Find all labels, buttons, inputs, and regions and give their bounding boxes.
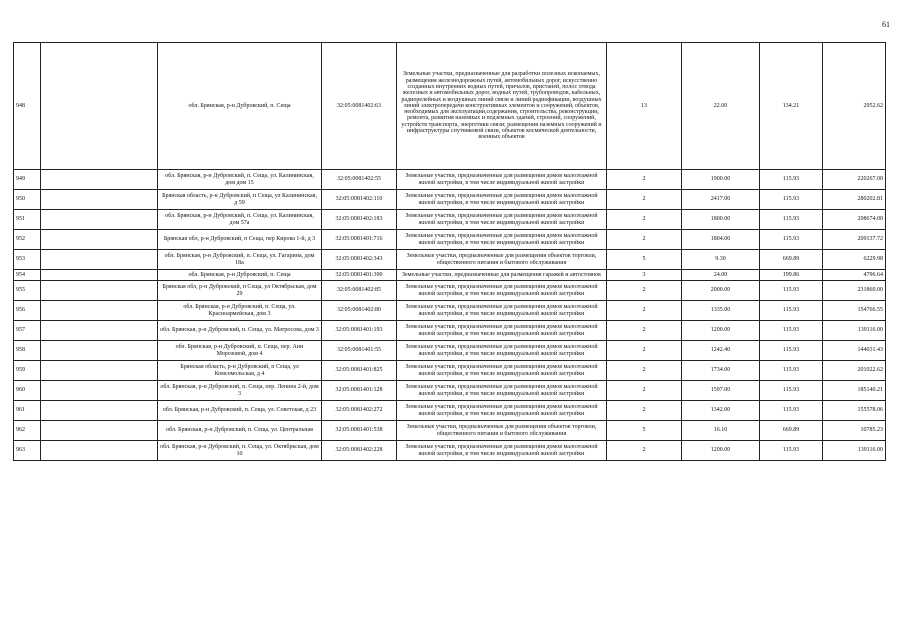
use-group-code-cell: 2 bbox=[607, 381, 682, 401]
cadastral-number-cell: 32:05:0081402:110 bbox=[322, 190, 397, 210]
unit-value-cell: 115.93 bbox=[760, 401, 823, 421]
cadastral-number-cell: 32:05:0081401:825 bbox=[322, 361, 397, 381]
address-cell: обл. Брянская, р-н Дубровский, п. Сеща bbox=[158, 270, 322, 281]
cadastral-number-cell: 32:05:0081401:55 bbox=[322, 341, 397, 361]
address-cell: обл. Брянская, р-н Дубровский, п. Сеща, ул. Центральная bbox=[158, 421, 322, 441]
use-group-code-cell: 2 bbox=[607, 361, 682, 381]
table-row bbox=[14, 210, 886, 230]
area-cell: 1734.00 bbox=[682, 361, 760, 381]
use-group-code-cell: 2 bbox=[607, 170, 682, 190]
land-use-cell: Земельные участки, предназначенные для размещения домов малоэтажной жилой застройки, в том числе индивидуальной жилой застройки bbox=[397, 170, 607, 190]
table-row bbox=[14, 230, 886, 250]
row-number: 948 bbox=[14, 43, 41, 170]
cadastral-number-cell: 32:05:0081401:193 bbox=[322, 321, 397, 341]
land-use-cell: Земельные участки, предназначенные для размещения домов малоэтажной жилой застройки, в том числе индивидуальной жилой застройки bbox=[397, 230, 607, 250]
address-cell: Брянская область, р-н Дубровский, п Сеща, ул Калининская, д 59 bbox=[158, 190, 322, 210]
use-group-code-cell: 3 bbox=[607, 270, 682, 281]
area-cell: 1200.00 bbox=[682, 321, 760, 341]
unit-value-cell: 134.21 bbox=[760, 43, 823, 170]
cadastral-number-cell: 32:05:0081402:55 bbox=[322, 170, 397, 190]
table-row bbox=[14, 301, 886, 321]
table-row bbox=[14, 43, 886, 170]
cadastral-value-cell: 220267.00 bbox=[823, 170, 886, 190]
cadastral-value-cell: 4796.64 bbox=[823, 270, 886, 281]
table-body bbox=[14, 43, 886, 461]
land-use-cell: Земельные участки, предназначенные для размещения домов малоэтажной жилой застройки, в том числе индивидуальной жилой застройки bbox=[397, 441, 607, 461]
row-number: 959 bbox=[14, 361, 41, 381]
use-group-code-cell: 2 bbox=[607, 321, 682, 341]
row-number: 962 bbox=[14, 421, 41, 441]
land-use-cell: Земельные участки, предназначенные для размещения объектов торговли, общественного питания и бытового обслуживания bbox=[397, 421, 607, 441]
area-cell: 2417.00 bbox=[682, 190, 760, 210]
address-cell: обл. Брянская, р-н Дубровский, п. Сеща, ул. Калининская, дом 57а bbox=[158, 210, 322, 230]
land-use-cell: Земельные участки, предназначенные для размещения домов малоэтажной жилой застройки, в том числе индивидуальной жилой застройки bbox=[397, 210, 607, 230]
cadastral-value-cell: 201022.62 bbox=[823, 361, 886, 381]
land-use-cell: Земельные участки, предназначенные для размещения гаражей и автостоянок bbox=[397, 270, 607, 281]
address-cell: обл. Брянская, р-н Дубровский, п. Сеща, ул. Гагарина, дом 18а bbox=[158, 250, 322, 270]
row-number: 956 bbox=[14, 301, 41, 321]
use-group-code-cell: 2 bbox=[607, 230, 682, 250]
row-number: 954 bbox=[14, 270, 41, 281]
cadastral-number-cell: 32:05:0081402:85 bbox=[322, 281, 397, 301]
area-cell: 1335.00 bbox=[682, 301, 760, 321]
page-number: 61 bbox=[882, 20, 890, 29]
empty-cell bbox=[41, 230, 158, 250]
unit-value-cell: 115.93 bbox=[760, 190, 823, 210]
area-cell: 1597.00 bbox=[682, 381, 760, 401]
row-number: 963 bbox=[14, 441, 41, 461]
cadastral-value-cell: 10785.23 bbox=[823, 421, 886, 441]
empty-cell bbox=[41, 281, 158, 301]
address-cell: обл. Брянская, р-н Дубровский, п. Сеща, ул. Красноармейская, дом 3 bbox=[158, 301, 322, 321]
empty-cell bbox=[41, 321, 158, 341]
unit-value-cell: 115.93 bbox=[760, 210, 823, 230]
table-row bbox=[14, 421, 886, 441]
area-cell: 1900.00 bbox=[682, 170, 760, 190]
cadastral-value-cell: 209137.72 bbox=[823, 230, 886, 250]
use-group-code-cell: 2 bbox=[607, 341, 682, 361]
cadastral-number-cell: 32:05:0081401:538 bbox=[322, 421, 397, 441]
row-number: 960 bbox=[14, 381, 41, 401]
cadastral-value-cell: 144031.43 bbox=[823, 341, 886, 361]
land-use-cell: Земельные участки, предназначенные для размещения домов малоэтажной жилой застройки, в том числе индивидуальной жилой застройки bbox=[397, 381, 607, 401]
address-cell: Брянская обл, р-н Дубровский, п Сеща, пер Кирова 1-й, д 3 bbox=[158, 230, 322, 250]
cadastral-value-cell: 2952.62 bbox=[823, 43, 886, 170]
unit-value-cell: 115.93 bbox=[760, 441, 823, 461]
unit-value-cell: 115.93 bbox=[760, 170, 823, 190]
cadastral-number-cell: 32:05:0081402:63 bbox=[322, 43, 397, 170]
cadastral-number-cell: 32:05:0081401:128 bbox=[322, 381, 397, 401]
address-cell: обл. Брянская, р-н Дубровский, п. Сеща, ул. Матросова, дом 3 bbox=[158, 321, 322, 341]
use-group-code-cell: 5 bbox=[607, 421, 682, 441]
land-use-cell: Земельные участки, предназначенные для размещения домов малоэтажной жилой застройки, в том числе индивидуальной жилой застройки bbox=[397, 190, 607, 210]
cadastral-number-cell: 32:05:0081402:343 bbox=[322, 250, 397, 270]
area-cell: 1800.00 bbox=[682, 210, 760, 230]
use-group-code-cell: 2 bbox=[607, 301, 682, 321]
empty-cell bbox=[41, 361, 158, 381]
use-group-code-cell: 2 bbox=[607, 441, 682, 461]
area-cell: 1200.00 bbox=[682, 441, 760, 461]
cadastral-value-table bbox=[13, 42, 886, 461]
table-row bbox=[14, 170, 886, 190]
row-number: 950 bbox=[14, 190, 41, 210]
table-row bbox=[14, 321, 886, 341]
cadastral-value-cell: 6229.98 bbox=[823, 250, 886, 270]
unit-value-cell: 669.89 bbox=[760, 250, 823, 270]
unit-value-cell: 115.93 bbox=[760, 301, 823, 321]
cadastral-number-cell: 32:05:0081401:390 bbox=[322, 270, 397, 281]
land-use-cell: Земельные участки, предназначенные для размещения объектов торговли, общественного питания и бытового обслуживания bbox=[397, 250, 607, 270]
cadastral-value-cell: 280202.81 bbox=[823, 190, 886, 210]
address-cell: обл. Брянская, р-н Дубровский, п. Сеща, пер. Ленина 2-й, дом 3 bbox=[158, 381, 322, 401]
unit-value-cell: 199.86 bbox=[760, 270, 823, 281]
table-row bbox=[14, 341, 886, 361]
empty-cell bbox=[41, 401, 158, 421]
row-number: 953 bbox=[14, 250, 41, 270]
land-use-cell: Земельные участки, предназначенные для размещения домов малоэтажной жилой застройки, в том числе индивидуальной жилой застройки bbox=[397, 361, 607, 381]
cadastral-value-cell: 231860.00 bbox=[823, 281, 886, 301]
unit-value-cell: 115.93 bbox=[760, 341, 823, 361]
empty-cell bbox=[41, 210, 158, 230]
empty-cell bbox=[41, 341, 158, 361]
cadastral-number-cell: 32:05:0081402:80 bbox=[322, 301, 397, 321]
table-row bbox=[14, 441, 886, 461]
cadastral-value-cell: 154766.55 bbox=[823, 301, 886, 321]
use-group-code-cell: 2 bbox=[607, 281, 682, 301]
cadastral-value-cell: 139116.00 bbox=[823, 321, 886, 341]
row-number: 949 bbox=[14, 170, 41, 190]
land-use-cell: Земельные участки, предназначенные для размещения домов малоэтажной жилой застройки, в том числе индивидуальной жилой застройки bbox=[397, 301, 607, 321]
empty-cell bbox=[41, 381, 158, 401]
land-use-cell: Земельные участки, предназначенные для размещения домов малоэтажной жилой застройки, в том числе индивидуальной жилой застройки bbox=[397, 341, 607, 361]
land-use-cell: Земельные участки, предназначенные для размещения домов малоэтажной жилой застройки, в том числе индивидуальной жилой застройки bbox=[397, 401, 607, 421]
table-row bbox=[14, 250, 886, 270]
use-group-code-cell: 5 bbox=[607, 250, 682, 270]
empty-cell bbox=[41, 270, 158, 281]
empty-cell bbox=[41, 43, 158, 170]
row-number: 952 bbox=[14, 230, 41, 250]
land-use-cell: Земельные участки, предназначенные для размещения домов малоэтажной жилой застройки, в том числе индивидуальной жилой застройки bbox=[397, 321, 607, 341]
land-use-cell: Земельные участки, предназначенные для размещения домов малоэтажной жилой застройки, в том числе индивидуальной жилой застройки bbox=[397, 281, 607, 301]
use-group-code-cell: 2 bbox=[607, 190, 682, 210]
row-number: 957 bbox=[14, 321, 41, 341]
address-cell: обл. Брянская, р-н Дубровский, п. Сеща, ул. Советская, д 23 bbox=[158, 401, 322, 421]
area-cell: 2000.00 bbox=[682, 281, 760, 301]
area-cell: 1804.00 bbox=[682, 230, 760, 250]
address-cell: обл. Брянская, р-н Дубровский, п. Сеща, пер. Ани Морозовой, дом 4 bbox=[158, 341, 322, 361]
area-cell: 1242.40 bbox=[682, 341, 760, 361]
unit-value-cell: 115.93 bbox=[760, 281, 823, 301]
row-number: 961 bbox=[14, 401, 41, 421]
area-cell: 22.00 bbox=[682, 43, 760, 170]
unit-value-cell: 115.93 bbox=[760, 321, 823, 341]
cadastral-number-cell: 32:05:0081402:272 bbox=[322, 401, 397, 421]
area-cell: 1342.00 bbox=[682, 401, 760, 421]
address-cell: Брянская область, р-н Дубровский, п Сеща, ул Комсомольская, д 4 bbox=[158, 361, 322, 381]
table-row bbox=[14, 361, 886, 381]
land-use-cell: Земельные участки, предназначенные для разработки полезных ископаемых, размещения железнодорожных путей, автомобильных дорог, искусственно созданных внутренних водных путей, причалов, пристаней, полос отвода железных и автомобильных дорог, водных путей, трубопроводов, кабельных, радиорелейных и воздушных линий связи и линий радиофикации, воздушных линий электропередачи конструктивных элементов и сооружений, объектов, необходимых для эксплуатации,содержания, строительства, реконструкции, ремонта, развития наземных и подземных зданий, строений, сооружений, устройств транспорта, энергетики связи; размещения наземных сооружений и инфраструктуры спутниковой связи, объектов космической деятельности, военных объектов bbox=[397, 43, 607, 170]
empty-cell bbox=[41, 190, 158, 210]
address-cell: Брянская обл, р-н Дубровский, п Сеща, ул Октябрьская, дом 29 bbox=[158, 281, 322, 301]
row-number: 958 bbox=[14, 341, 41, 361]
area-cell: 16.10 bbox=[682, 421, 760, 441]
empty-cell bbox=[41, 250, 158, 270]
empty-cell bbox=[41, 441, 158, 461]
address-cell: обл. Брянская, р-н Дубровский, п. Сеща, ул. Калининская, дом дом 15 bbox=[158, 170, 322, 190]
cadastral-number-cell: 32:05:0081401:716 bbox=[322, 230, 397, 250]
row-number: 951 bbox=[14, 210, 41, 230]
cadastral-value-cell: 155578.06 bbox=[823, 401, 886, 421]
table-row bbox=[14, 270, 886, 281]
unit-value-cell: 669.89 bbox=[760, 421, 823, 441]
use-group-code-cell: 2 bbox=[607, 401, 682, 421]
empty-cell bbox=[41, 421, 158, 441]
table-row bbox=[14, 381, 886, 401]
use-group-code-cell: 2 bbox=[607, 210, 682, 230]
address-cell: обл. Брянская, р-н Дубровский, п. Сеща, ул. Октябрьская, дом 10 bbox=[158, 441, 322, 461]
table-row bbox=[14, 281, 886, 301]
area-cell: 24.00 bbox=[682, 270, 760, 281]
cadastral-number-cell: 32:05:0081402:183 bbox=[322, 210, 397, 230]
row-number: 955 bbox=[14, 281, 41, 301]
unit-value-cell: 115.93 bbox=[760, 381, 823, 401]
area-cell: 9.30 bbox=[682, 250, 760, 270]
cadastral-value-cell: 185140.21 bbox=[823, 381, 886, 401]
cadastral-value-cell: 208674.00 bbox=[823, 210, 886, 230]
unit-value-cell: 115.93 bbox=[760, 230, 823, 250]
empty-cell bbox=[41, 170, 158, 190]
cadastral-number-cell: 32:05:0081402:228 bbox=[322, 441, 397, 461]
cadastral-value-cell: 139116.00 bbox=[823, 441, 886, 461]
unit-value-cell: 115.93 bbox=[760, 361, 823, 381]
empty-cell bbox=[41, 301, 158, 321]
address-cell: обл. Брянская, р-н Дубровский, п. Сеща bbox=[158, 43, 322, 170]
table-row bbox=[14, 401, 886, 421]
table-row bbox=[14, 190, 886, 210]
use-group-code-cell: 13 bbox=[607, 43, 682, 170]
